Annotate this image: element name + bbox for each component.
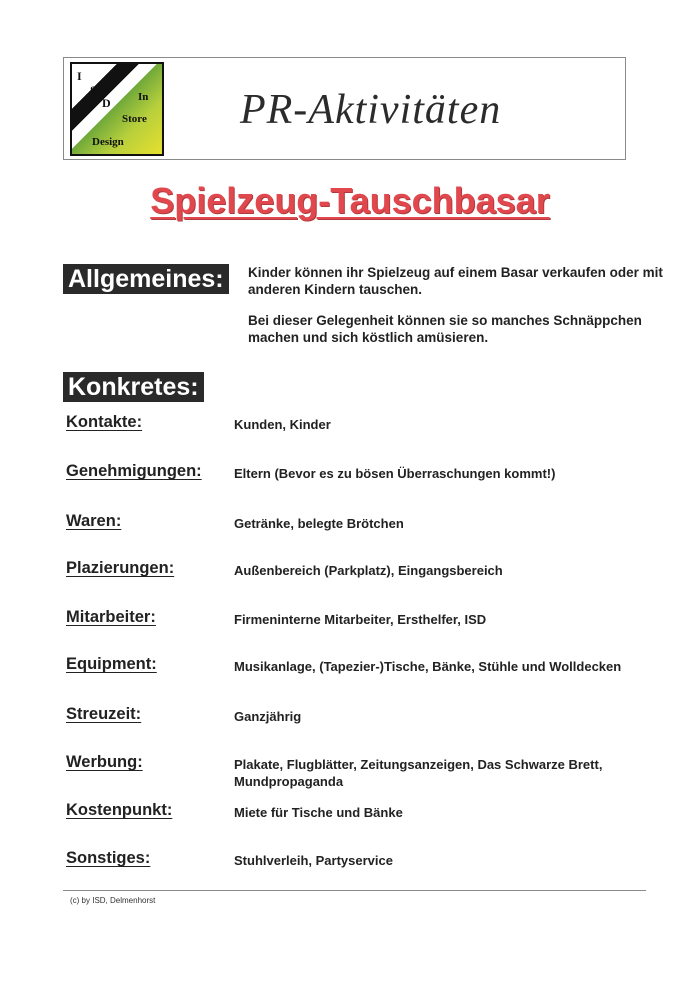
- logo-word: In: [138, 91, 149, 103]
- section-label-allgemeines: Allgemeines:: [63, 264, 229, 294]
- header-title: PR-Aktivitäten: [240, 87, 502, 133]
- logo-word: Store: [122, 113, 147, 125]
- detail-label: Kostenpunkt:: [66, 801, 173, 819]
- footer-divider: [63, 890, 646, 891]
- logo-word: Design: [92, 136, 124, 148]
- logo-letter: S: [90, 83, 97, 97]
- detail-label: Kontakte:: [66, 413, 143, 431]
- detail-value: Miete für Tische und Bänke: [234, 805, 403, 820]
- detail-label: Mitarbeiter:: [66, 608, 156, 626]
- detail-label: Werbung:: [66, 753, 143, 771]
- detail-value: Getränke, belegte Brötchen: [234, 516, 404, 531]
- footer-copyright: (c) by ISD, Delmenhorst: [70, 896, 156, 905]
- allgemeines-paragraph: Bei dieser Gelegenheit können sie so manches Schnäppchen machen und sich köstlich amüsieren.: [248, 313, 642, 345]
- detail-value: Plakate, Flugblätter, Zeitungsanzeigen, Das Schwarze Brett, Mundpropaganda: [234, 757, 603, 789]
- isd-logo: [70, 62, 164, 156]
- detail-label: Waren:: [66, 512, 122, 530]
- detail-label: Equipment:: [66, 655, 157, 673]
- detail-value: Stuhlverleih, Partyservice: [234, 853, 393, 868]
- page-title: Spielzeug-Tauschbasar: [150, 180, 550, 221]
- detail-value: Eltern (Bevor es zu bösen Überraschungen kommt!): [234, 466, 556, 481]
- detail-label: Genehmigungen:: [66, 462, 202, 480]
- detail-value: Außenbereich (Parkplatz), Eingangsbereich: [234, 563, 503, 578]
- detail-label: Sonstiges:: [66, 849, 151, 867]
- allgemeines-paragraph: Kinder können ihr Spielzeug auf einem Basar verkaufen oder mit anderen Kindern tauschen.: [248, 265, 663, 297]
- logo-letter: I: [77, 69, 82, 83]
- detail-value: Musikanlage, (Tapezier-)Tische, Bänke, Stühle und Wolldecken: [234, 659, 622, 674]
- detail-value: Kunden, Kinder: [234, 417, 331, 432]
- detail-label: Streuzeit:: [66, 705, 142, 723]
- detail-value: Firmeninterne Mitarbeiter, Ersthelfer, ISD: [234, 612, 487, 627]
- section-label-konkretes: Konkretes:: [63, 372, 204, 402]
- logo-letter: D: [102, 96, 111, 110]
- detail-value: Ganzjährig: [234, 709, 302, 724]
- detail-label: Plazierungen:: [66, 559, 175, 577]
